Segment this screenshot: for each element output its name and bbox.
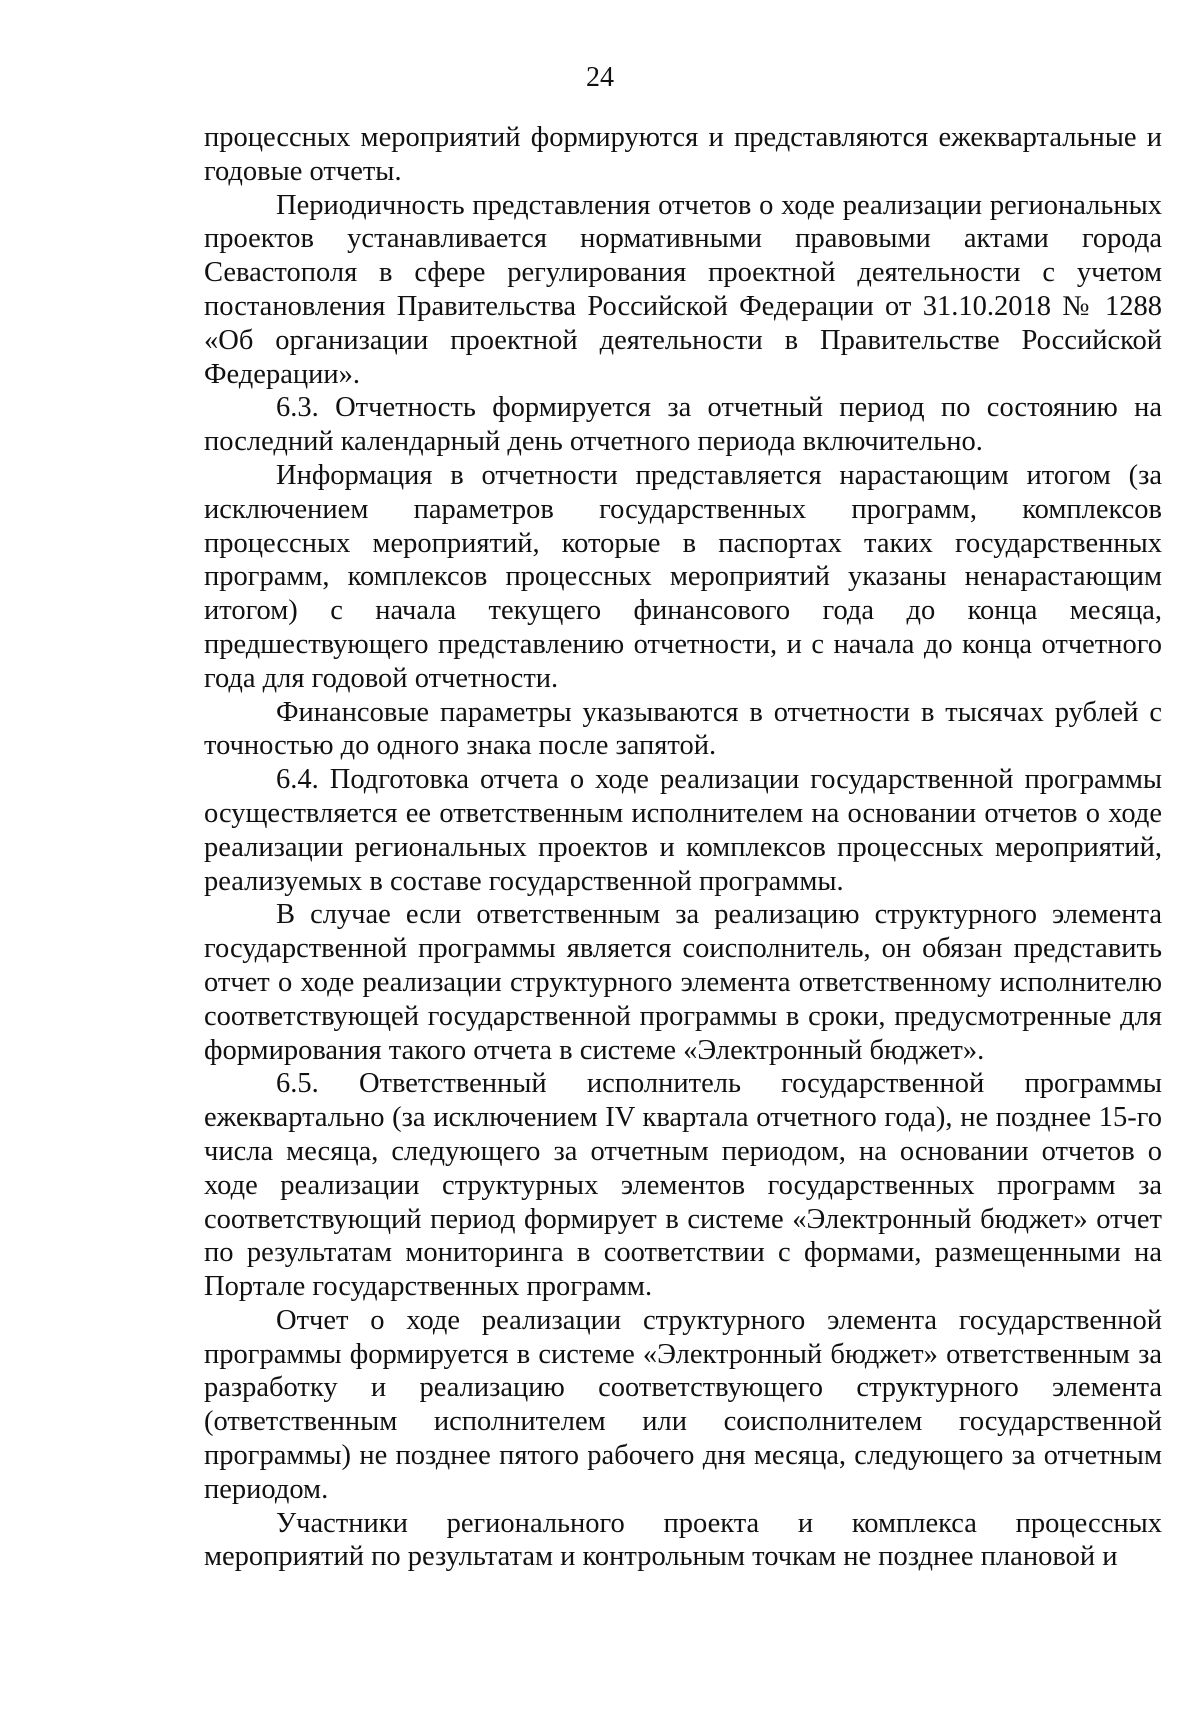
paragraph-section-6-3: 6.3. Отчетность формируется за отчетный период по состоянию на последний календарный день отчетного периода включительно.	[204, 392, 1162, 458]
paragraph-cumulative-info: Информация в отчетности представляется нарастающим итогом (за исключением параметров государственных программ, комплексов процессных мероприятий, которые в паспортах таких государственных программ, комплексов процессных мероприятий указаны ненарастающим итогом) с начала текущего финансового года до конца месяца, предшествующего представлению отчетности, и с начала до конца отчетного года для годовой отчетности.	[204, 459, 1162, 694]
paragraph-continuation: процессных мероприятий формируются и представляются ежеквартальные и годовые отчеты.	[204, 122, 1162, 187]
document-body	[204, 121, 1162, 1574]
paragraph-reporting-frequency: Периодичность представления отчетов о ходе реализации региональных проектов устанавливается нормативными правовыми актами города Севастополя в сфере регулирования проектной деятельности с учетом постановления Правительства Российской Федерации от 31.10.2018 № 1288 «Об организации проектной деятельности в Правительстве Российской Федерации».	[204, 189, 1162, 390]
paragraph-participants: Участники регионального проекта и комплекса процессных мероприятий по результатам и контрольным точкам не позднее плановой и	[204, 1507, 1162, 1573]
page-number: 24	[586, 62, 614, 93]
paragraph-co-executor: В случае если ответственным за реализацию структурного элемента государственной программы является соисполнитель, он обязан представить отчет о ходе реализации структурного элемента ответственному исполнителю соответствующей государственной программы в сроки, предусмотренные для формирования такого отчета в системе «Электронный бюджет».	[204, 899, 1162, 1066]
paragraph-section-6-4: 6.4. Подготовка отчета о ходе реализации государственной программы осуществляется ее ответственным исполнителем на основании отчетов о ходе реализации региональных проектов и комплексов процессных мероприятий, реализуемых в составе государственной программы.	[204, 764, 1162, 897]
paragraph-financial-parameters: Финансовые параметры указываются в отчетности в тысячах рублей с точностью до одного знака после запятой.	[204, 696, 1162, 762]
paragraph-structural-element-report: Отчет о ходе реализации структурного элемента государственной программы формируется в системе «Электронный бюджет» ответственным за разработку и реализацию соответствующего структурного элемента (ответственным исполнителем или соисполнителем государственной программы) не позднее пятого рабочего дня месяца, следующего за отчетным периодом.	[204, 1304, 1162, 1505]
paragraph-section-6-5: 6.5. Ответственный исполнитель государственной программы ежеквартально (за исключением IV квартала отчетного года), не позднее 15-го числа месяца, следующего за отчетным периодом, на основании отчетов о ходе реализации структурных элементов государственных программ за соответствующий период формирует в системе «Электронный бюджет» отчет по результатам мониторинга в соответствии с формами, размещенными на Портале государственных программ.	[204, 1068, 1162, 1303]
